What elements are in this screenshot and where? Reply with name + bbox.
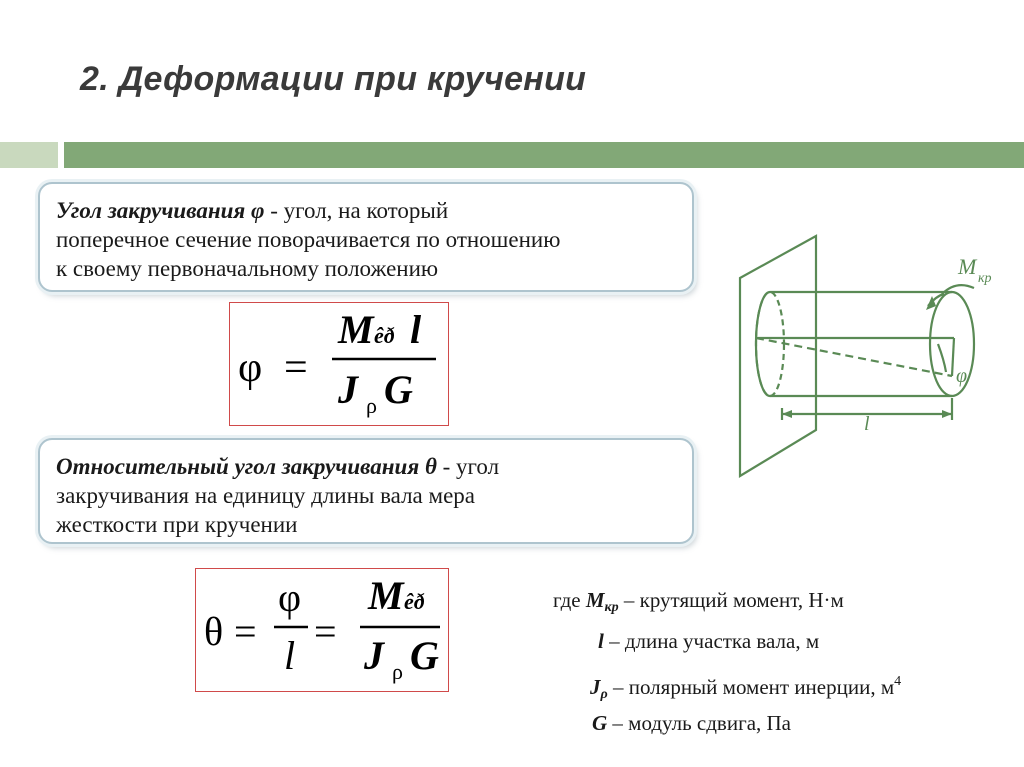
formula1-num-m: M [338,307,374,352]
formula2-num-sub: êð [404,589,425,614]
relative-twist-text1: - угол [436,454,500,479]
twist-angle-line1 [56,196,676,225]
formula1-lhs: φ [238,345,263,391]
twist-angle-line2: поперечное сечение поворачивается по отношению [56,227,561,252]
dim-arrow-right [942,410,952,418]
dim-arrow-left [782,410,792,418]
formula2-den-j: J [364,633,384,678]
end-radius [952,338,954,376]
legend-j-sub: ρ [600,687,608,702]
formula1-num-l: l [410,307,422,352]
formula1-equals: = [284,345,308,391]
relative-twist-angle-definition [38,438,694,544]
legend-m-sub: кр [604,600,619,615]
legend-length [598,629,819,653]
relative-twist-line2: закручивания на единицу длины вала мера [56,483,475,508]
legend-j-desc: – полярный момент инерции, м [607,675,895,699]
header-bar-accent [0,142,58,168]
legend-shear [592,711,791,735]
formula2-num-m: M [368,573,404,618]
shaft-right-end [930,292,974,396]
slide-title: 2. Деформации при кручении [80,60,587,98]
phi-arc [938,344,946,372]
formula2-frac1-num: φ [278,575,302,620]
twist-angle-definition [38,182,694,292]
diagram-moment-sub: кр [978,271,992,286]
legend-l-symbol: l [598,629,604,653]
legend-g-symbol: G [592,711,608,735]
formula2-den-sub: ρ [392,659,403,684]
relative-twist-line3: жесткости при кручении [56,512,298,537]
formula2-equals2: = [314,609,337,654]
relative-twist-term: Относительный угол закручивания [56,454,420,479]
formula1-den-j: J [338,367,358,412]
relative-twist-line1 [56,452,676,481]
header-bar [64,142,1024,168]
formula2-lhs: θ [204,609,224,654]
legend-inertia [590,670,901,707]
twisted-generatrix [756,338,952,376]
formula1-num-sub: êð [374,323,395,348]
twist-angle-term: Угол закручивания [56,198,246,223]
twist-angle-symbol: φ [251,198,265,223]
formula2-equals1: = [234,609,257,654]
legend-j-unit-sup: 4 [894,674,902,689]
twist-angle-formula [229,302,449,426]
formula1-den-sub: ρ [366,393,377,418]
shaft-torsion-diagram [730,230,1020,490]
formula1-den-g: G [384,367,413,412]
legend-prefix: где [553,588,586,612]
legend-m-desc: – крутящий момент, Н·м [618,588,844,612]
legend-moment [553,588,844,620]
relative-twist-formula [195,568,449,692]
formula2-frac1-den: l [284,633,296,678]
formula2-den-g: G [410,633,439,678]
legend-m-symbol: M [585,588,605,612]
fixed-wall [740,236,816,476]
legend-j-symbol: J [590,675,601,699]
legend-l-desc: – длина участка вала, м [603,629,820,653]
diagram-phi-label: φ [956,365,968,387]
twist-angle-text1: - угол, на который [264,198,449,223]
twist-angle-line3: к своему первоначальному положению [56,256,439,281]
diagram-moment-label: M [958,254,977,279]
diagram-length-label: l [864,413,870,435]
relative-twist-symbol: θ [424,454,437,479]
legend-g-desc: – модуль сдвига, Па [607,711,792,735]
shaft-left-end-front [756,292,770,396]
